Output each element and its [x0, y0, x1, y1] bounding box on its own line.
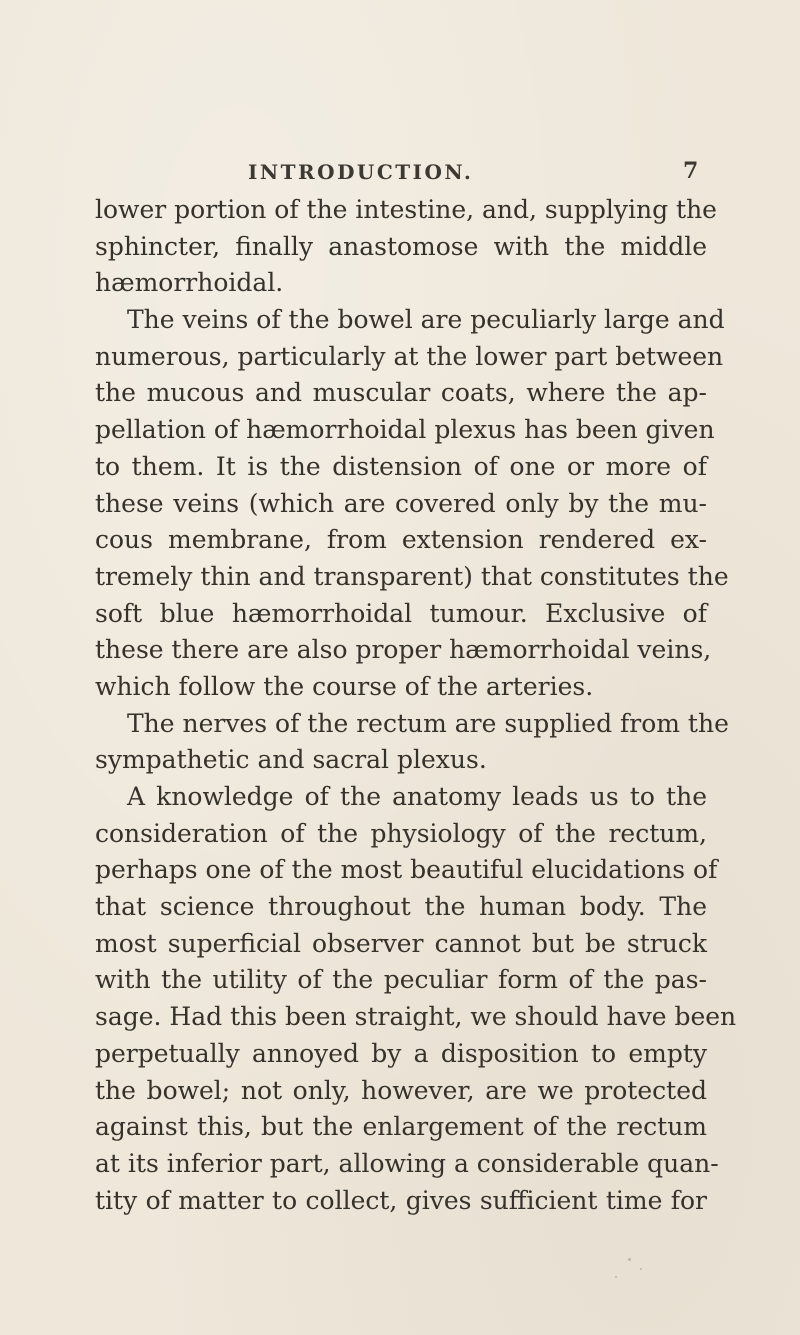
text-line: against this, but the enlargement of the rectum: [95, 1112, 707, 1142]
text-line: tity of matter to collect, gives sufficient time for: [95, 1185, 707, 1215]
text-line: consideration of the physiology of the rectum,: [95, 818, 707, 848]
text-line: lower portion of the intestine, and, supplying the: [95, 195, 717, 224]
page-header: [0, 160, 800, 190]
text-line: pellation of hæmorrhoidal plexus has been given: [95, 415, 715, 445]
text-line: tremely thin and transparent) that constitutes the: [95, 561, 729, 591]
text-line: The veins of the bowel are peculiarly large and: [127, 305, 725, 335]
text-line: the mucous and muscular coats, where the ap-: [95, 378, 707, 408]
text-line: that science throughout the human body. The: [95, 892, 707, 922]
running-title: INTRODUCTION.: [248, 160, 474, 184]
text-line: perpetually annoyed by a disposition to empty: [95, 1038, 707, 1068]
page-number: 7: [683, 158, 699, 184]
text-line: most superficial observer cannot but be struck: [95, 928, 707, 958]
paper-speck: [628, 1258, 631, 1261]
text-line: The nerves of the rectum are supplied from the: [127, 708, 729, 738]
text-line: hæmorrhoidal.: [95, 268, 284, 298]
paper-speck: [615, 1276, 617, 1278]
text-line: with the utility of the peculiar form of the pas-: [95, 965, 707, 995]
text-line: which follow the course of the arteries.: [95, 671, 594, 701]
text-line: these veins (which are covered only by the mu-: [95, 488, 707, 518]
text-line: sympathetic and sacral plexus.: [95, 745, 487, 775]
text-line: numerous, particularly at the lower part between: [95, 341, 724, 371]
text-line: sphincter, finally anastomose with the middle: [95, 231, 707, 261]
text-line: the bowel; not only, however, are we protected: [95, 1075, 707, 1105]
text-line: to them. It is the distension of one or more of: [95, 451, 707, 481]
body-text: [95, 192, 737, 1219]
text-line: cous membrane, from extension rendered ex-: [95, 525, 707, 555]
text-line: perhaps one of the most beautiful elucidations of: [95, 855, 718, 885]
text-line: soft blue hæmorrhoidal tumour. Exclusive of: [95, 598, 707, 628]
paper-speck: [640, 1268, 642, 1270]
text-line: these there are also proper hæmorrhoidal veins,: [95, 635, 712, 665]
text-line: at its inferior part, allowing a considerable quan-: [95, 1148, 719, 1178]
text-line: sage. Had this been straight, we should have been: [95, 1002, 737, 1032]
text-line: A knowledge of the anatomy leads us to the: [127, 782, 707, 811]
